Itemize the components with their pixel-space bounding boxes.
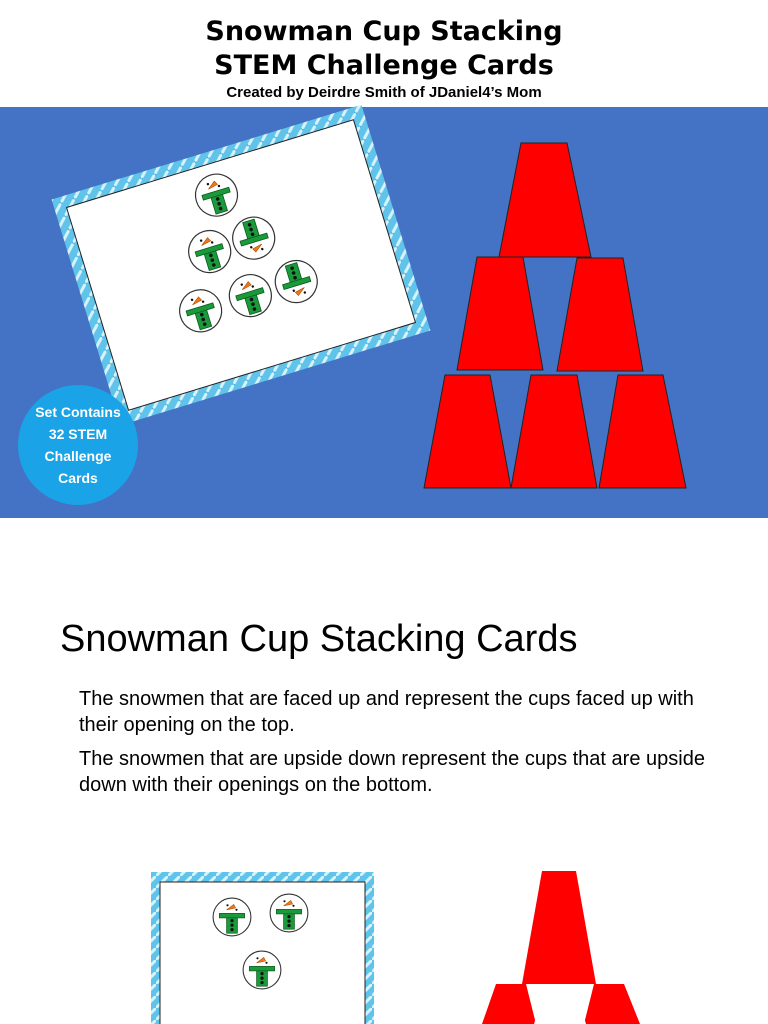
cover-title-line1: Snowman Cup Stacking — [205, 16, 563, 47]
set-contains-badge: Set Contains 32 STEM Challenge Cards — [18, 385, 138, 505]
cover-subtitle: Created by Deirdre Smith of JDaniel4’s Mom — [226, 84, 542, 101]
challenge-card-image — [52, 105, 431, 425]
cover-title-line2: STEM Challenge Cards — [214, 50, 554, 81]
cup-pyramid — [424, 143, 686, 488]
small-card-image — [151, 872, 374, 1024]
small-cup-stack — [482, 871, 640, 1024]
slide-heading: Snowman Cup Stacking Cards — [60, 618, 578, 660]
paragraph-upside-down: The snowmen that are upside down represent the cups that are upside down with their openings on the bottom. — [79, 748, 705, 796]
paragraph-faced-up: The snowmen that are faced up and represent the cups faced up with their opening on the top. — [79, 688, 694, 736]
